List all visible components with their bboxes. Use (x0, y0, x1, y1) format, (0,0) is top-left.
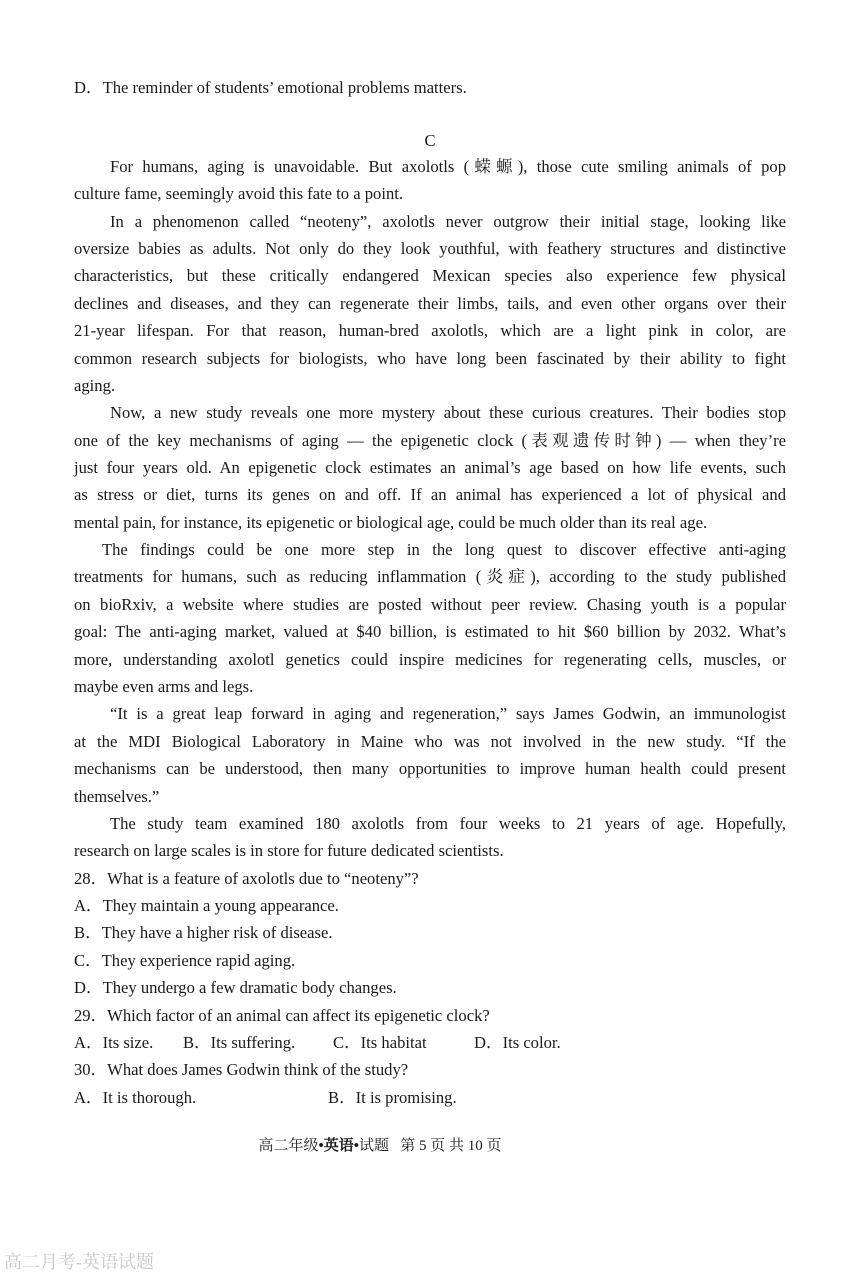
paragraph-line: themselves.” (74, 787, 160, 806)
watermark-text: 高二月考-英语试题 (4, 1252, 154, 1272)
paragraph-line: For humans, aging is unavoidable. But axolotls (蝾螈), those cute smiling animals of pop (110, 157, 786, 176)
paragraph-line: goal: The anti-aging market, valued at $40 billion, is estimated to hit $60 billion by 2032. What’s (74, 622, 786, 641)
question-stem: 29．Which factor of an animal can affect its epigenetic clock? (74, 1006, 490, 1025)
answer-option-b: B．It is promising. (328, 1088, 457, 1107)
answer-option-a: A．It is thorough. (74, 1088, 197, 1107)
answer-option-b: B．Its suffering. (183, 1033, 296, 1052)
paragraph-line: treatments for humans, such as reducing inflammation (炎症), according to the study published (74, 567, 786, 586)
previous-question-option-d: D．The reminder of students’ emotional problems matters. (74, 78, 467, 97)
paragraph-line: declines and diseases, and they can regenerate their limbs, tails, and even other organs over their (74, 294, 786, 313)
footer-test: 试题 (359, 1138, 390, 1154)
footer-dot: • (318, 1138, 324, 1154)
paragraph-line: more, understanding axolotl genetics could inspire medicines for regenerating cells, muscles, or (74, 650, 786, 669)
paragraph-line: just four years old. An epigenetic clock estimates an animal’s age based on how life events, such (74, 458, 786, 477)
answer-option-d: D．They undergo a few dramatic body changes. (74, 978, 397, 997)
paragraph-line: mechanisms can be understood, then many opportunities to improve human health could present (74, 759, 786, 778)
footer-grade: 高二年级 (258, 1138, 319, 1154)
paragraph-line: common research subjects for biologists, who have long been fascinated by their ability to fight (74, 349, 786, 368)
paragraph-line: The study team examined 180 axolotls from four weeks to 21 years of age. Hopefully, (110, 814, 786, 833)
paragraph-line: mental pain, for instance, its epigenetic or biological age, could be much older than its real age. (74, 513, 708, 532)
answer-option-c: C．They experience rapid aging. (74, 951, 296, 970)
paragraph-line: culture fame, seemingly avoid this fate to a point. (74, 184, 404, 203)
paragraph-line: as stress or diet, turns its genes on and off. If an animal has experienced a lot of physical and (74, 485, 786, 504)
answer-option-b: B．They have a higher risk of disease. (74, 923, 333, 942)
paragraph-line: one of the key mechanisms of aging — the epigenetic clock (表观遗传时钟) — when they’re (74, 431, 786, 450)
footer-subject: 英语 (323, 1138, 354, 1154)
paragraph-line: aging. (74, 376, 116, 395)
paragraph-line: 21-year lifespan. For that reason, human-bred axolotls, which are a light pink in color, are (74, 321, 786, 340)
paragraph-line: “It is a great leap forward in aging and regeneration,” says James Godwin, an immunologist (110, 704, 786, 723)
answer-option-c: C．Its habitat (333, 1033, 427, 1052)
paragraph-line: research on large scales is in store for future dedicated scientists. (74, 841, 504, 860)
answer-option-a: A．Its size. (74, 1033, 154, 1052)
page-footer (0, 1136, 760, 1156)
section-title: C (424, 131, 436, 150)
paragraph-line: at the MDI Biological Laboratory in Maine who was not involved in the new study. “If the (74, 732, 786, 751)
paragraph-line: on bioRxiv, a website where studies are posted without peer review. Chasing youth is a popular (74, 595, 786, 614)
answer-option-a: A．They maintain a young appearance. (74, 896, 339, 915)
footer-page-info: 第 5 页 共 10 页 (400, 1138, 502, 1154)
question-stem: 30．What does James Godwin think of the study? (74, 1060, 409, 1079)
paragraph-line: oversize babies as adults. Not only do they look youthful, with feathery structures and distinctive (74, 239, 786, 258)
question-stem: 28．What is a feature of axolotls due to “neoteny”? (74, 869, 419, 888)
paragraph-line: maybe even arms and legs. (74, 677, 254, 696)
paragraph-line: Now, a new study reveals one more mystery about these curious creatures. Their bodies stop (110, 403, 786, 422)
paragraph-line: characteristics, but these critically endangered Mexican species also experience few physical (74, 266, 786, 285)
answer-option-d: D．Its color. (474, 1033, 561, 1052)
paragraph-line: The findings could be one more step in the long quest to discover effective anti-aging (102, 540, 786, 559)
footer-dot: • (353, 1138, 360, 1154)
paragraph-line: In a phenomenon called “neoteny”, axolotls never outgrow their initial stage, looking like (110, 212, 786, 231)
